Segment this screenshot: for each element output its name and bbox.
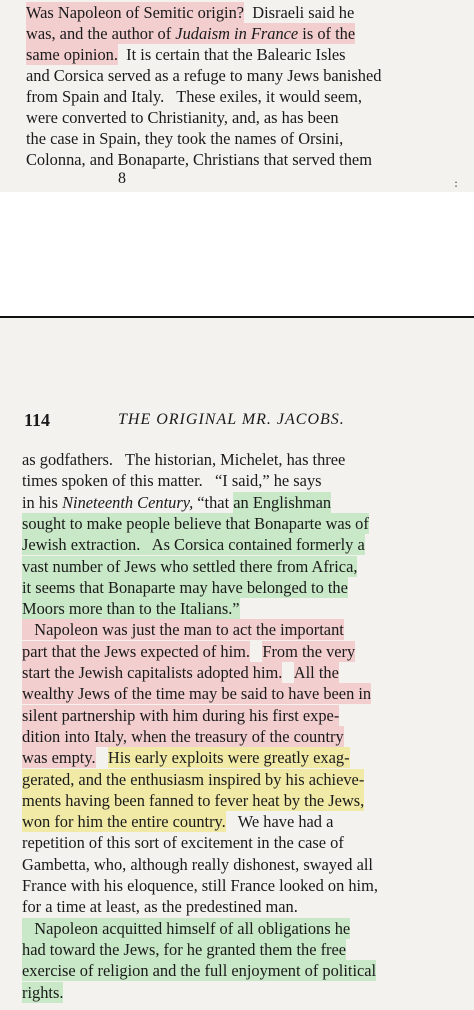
- highlighted-text: was, and the author of: [26, 24, 176, 43]
- text-segment: were converted to Christianity, and, as has been: [26, 108, 339, 127]
- text-line: [0, 619, 474, 641]
- highlighted-text: exercise of religion and the full enjoyment of political: [22, 961, 377, 981]
- text-segment: It is certain that the Balearic Isles: [117, 45, 346, 64]
- page-signature-mark: 8: [118, 170, 126, 187]
- text-segment: from Spain and Italy. These exiles, it would seem,: [26, 87, 362, 106]
- highlighted-text: silent partnership with him during his first expe-: [22, 705, 340, 725]
- highlighted-text: All the: [293, 663, 339, 682]
- highlighted-text: Napoleon acquitted himself of all obligations he: [22, 918, 351, 938]
- edge-mark: :: [454, 176, 459, 190]
- highlighted-text: gerated, and the enthusiasm inspired by his achieve-: [22, 769, 365, 789]
- highlighted-text: it seems that Bonaparte may have belonged to the: [22, 577, 348, 597]
- text-line: [0, 960, 474, 982]
- text-line: [0, 811, 474, 833]
- highlighted-text: is of the: [298, 24, 356, 43]
- text-line: [0, 513, 474, 535]
- text-segment: and Corsica served as a refuge to many Jews banished: [26, 66, 382, 85]
- highlighted-text: His early exploits were greatly exag-: [107, 748, 350, 768]
- text-segment: We have had a: [225, 812, 334, 832]
- text-line: [0, 662, 474, 684]
- text-segment: France with his eloquence, still France looked on him,: [22, 876, 378, 895]
- highlighted-text: ments having been fanned to fever heat by the Jews,: [22, 790, 365, 810]
- text-line: [0, 726, 474, 748]
- text-line: [0, 44, 474, 66]
- text-line: [0, 534, 474, 556]
- highlighted-text: Napoleon was just the man to act the important: [22, 620, 344, 640]
- page-number: 114: [24, 410, 51, 430]
- text-line: [0, 556, 474, 578]
- highlighted-text: Jewish extraction. As Corsica contained formerly a: [22, 535, 365, 555]
- text-line: [0, 86, 474, 108]
- text-line: [0, 982, 474, 1004]
- text-line: [0, 875, 474, 897]
- text-line: [0, 470, 474, 492]
- text-segment: Gambetta, who, although really dishonest, swayed all: [22, 854, 373, 874]
- text-line: [0, 683, 474, 705]
- text-segment: in his: [22, 492, 63, 512]
- text-segment: [282, 663, 293, 682]
- highlighted-text: had toward the Jews, for he granted them the free: [22, 939, 347, 959]
- bottom-page: [0, 318, 474, 1010]
- highlighted-text: Judaism in France: [175, 24, 299, 43]
- text-segment: [96, 748, 108, 767]
- text-segment: times spoken of this matter. “I said,” he says: [22, 471, 322, 491]
- text-line: [0, 449, 474, 471]
- text-segment: Nineteenth Century,: [62, 492, 194, 512]
- text-segment: “that: [193, 492, 234, 512]
- highlighted-text: an Englishman: [233, 492, 332, 512]
- text-line: [0, 918, 474, 940]
- text-segment: as godfathers. The historian, Michelet, has three: [22, 450, 346, 469]
- text-line: [0, 747, 474, 769]
- text-segment: Colonna, and Bonaparte, Christians that served them: [26, 150, 372, 169]
- text-segment: the case in Spain, they took the names of Orsini,: [26, 129, 344, 148]
- text-line: [0, 641, 474, 663]
- running-head: THE ORIGINAL MR. JACOBS.: [118, 411, 345, 428]
- text-line: [0, 492, 474, 514]
- text-line: [0, 65, 474, 87]
- text-line: [0, 790, 474, 812]
- text-segment: for a time at least, as the predestined man.: [22, 897, 298, 917]
- text-line: [0, 705, 474, 727]
- text-line: [0, 2, 474, 24]
- text-line: [0, 107, 474, 129]
- text-line: [0, 577, 474, 599]
- highlighted-text: won for him the entire country.: [22, 812, 226, 832]
- highlighted-text: same opinion.: [26, 45, 118, 64]
- text-line: [0, 598, 474, 620]
- text-line: [0, 854, 474, 876]
- text-line: [0, 23, 474, 45]
- highlighted-text: wealthy Jews of the time may be said to have been in: [22, 684, 372, 704]
- text-line: [0, 896, 474, 918]
- highlighted-text: was empty.: [22, 748, 96, 768]
- highlighted-text: start the Jewish capitalists adopted him.: [22, 663, 283, 682]
- text-segment: Disraeli said he: [244, 3, 355, 22]
- top-page-fragment: [0, 0, 474, 192]
- text-segment: repetition of this sort of excitement in the case of: [22, 833, 344, 853]
- text-line: [0, 149, 474, 171]
- text-segment: [250, 642, 262, 661]
- text-line: [0, 939, 474, 961]
- text-line: [0, 769, 474, 791]
- highlighted-text: rights.: [22, 982, 64, 1002]
- text-line: [0, 832, 474, 854]
- highlighted-text: part that the Jews expected of him.: [22, 641, 251, 661]
- highlighted-text: From the very: [262, 641, 356, 661]
- highlighted-text: vast number of Jews who settled there from Africa,: [22, 556, 358, 576]
- highlighted-text: Moors more than to the Italians.”: [22, 599, 240, 619]
- highlighted-text: Was Napoleon of Semitic origin?: [26, 3, 245, 22]
- highlighted-text: sought to make people believe that Bonaparte was of: [22, 513, 369, 533]
- highlighted-text: dition into Italy, when the treasury of the country: [22, 726, 344, 746]
- text-line: [0, 128, 474, 150]
